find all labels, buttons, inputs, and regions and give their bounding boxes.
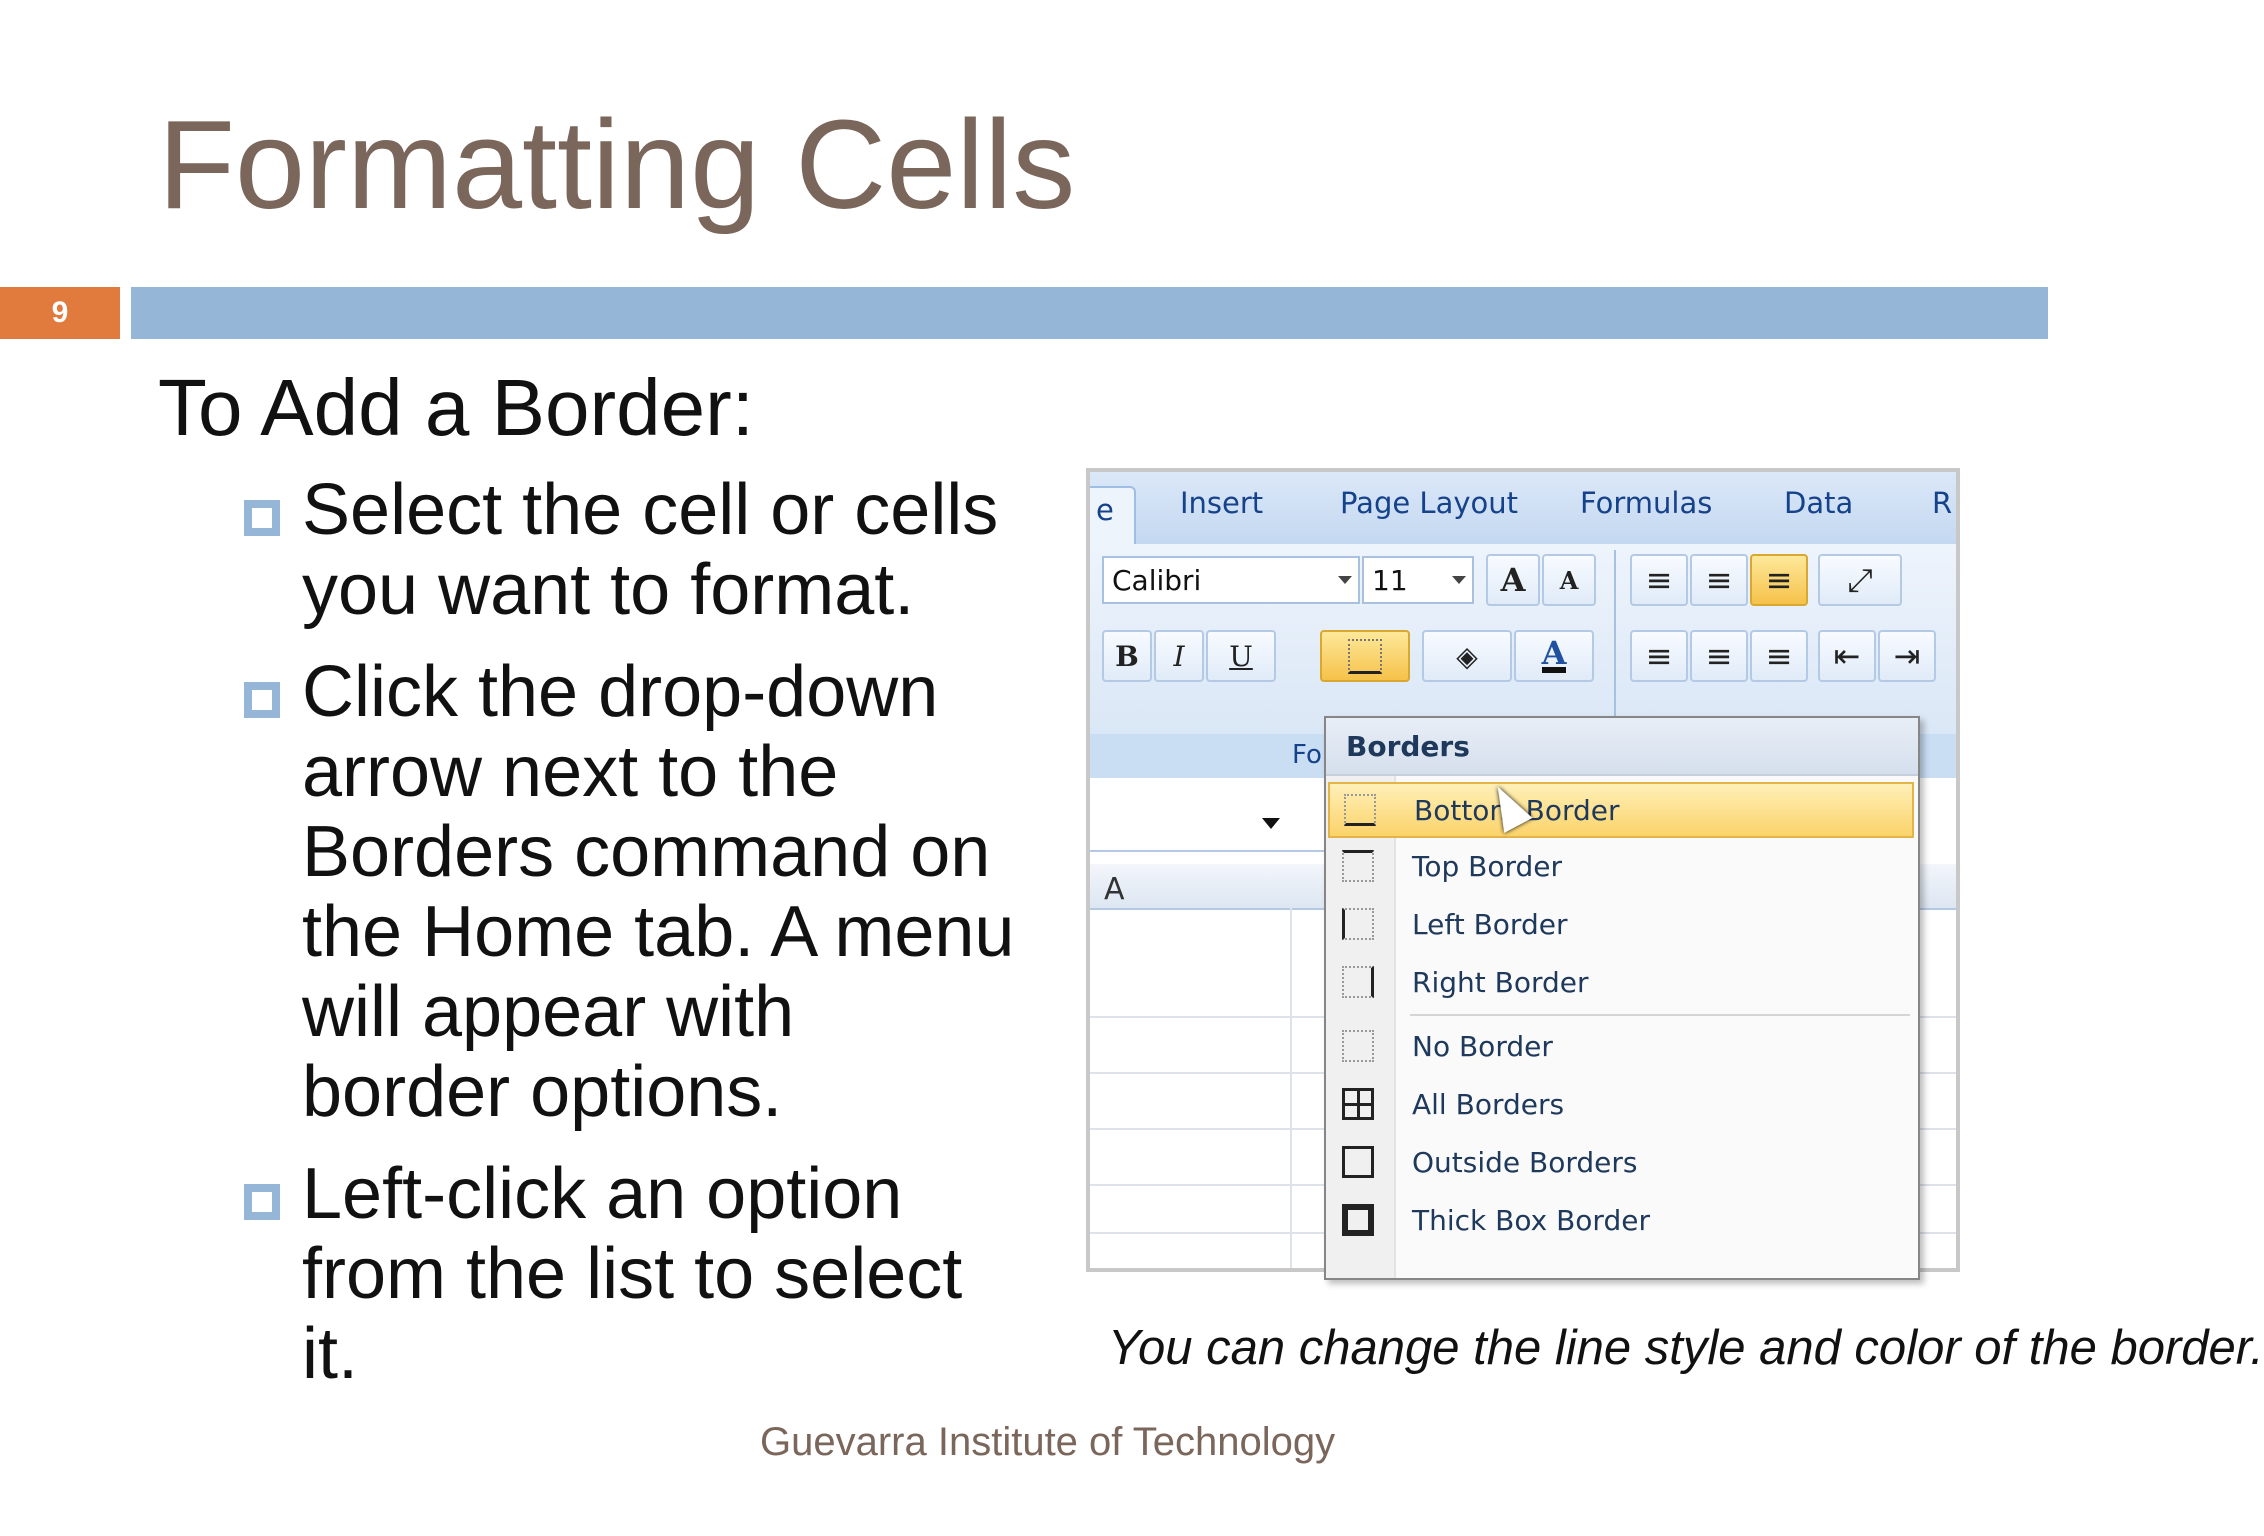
menu-item-all-borders[interactable] <box>1328 1078 1914 1134</box>
ribbon-body <box>1090 544 1956 734</box>
align-center-icon: ≡ <box>1705 637 1733 675</box>
bottom-border-icon <box>1344 794 1376 826</box>
decrease-indent-button[interactable] <box>1818 630 1876 682</box>
shrink-font-icon: A <box>1559 565 1579 595</box>
orientation-icon: ⤢ <box>1847 560 1873 599</box>
all-borders-icon <box>1342 1088 1374 1120</box>
menu-item-left-border[interactable] <box>1328 898 1914 954</box>
menu-item-right-border[interactable] <box>1328 956 1914 1012</box>
chevron-down-icon <box>1452 576 1466 584</box>
bullet-text: Click the drop-down arrow next to the Borders command on the Home tab. A menu will appear with border options. <box>302 652 1015 1132</box>
menu-item-label: Bottom Border <box>1414 794 1620 827</box>
font-name-value: Calibri <box>1112 564 1202 597</box>
menu-item-label: Thick Box Border <box>1412 1204 1650 1237</box>
menu-item-no-border[interactable] <box>1328 1020 1914 1076</box>
italic-icon: I <box>1173 639 1185 673</box>
title-rule <box>131 287 2048 339</box>
menu-item-label: Right Border <box>1412 966 1589 999</box>
square-bullet-icon <box>244 682 280 718</box>
borders-menu <box>1324 716 1920 1280</box>
paint-bucket-icon: ◈ <box>1456 639 1478 673</box>
top-border-icon <box>1342 850 1374 882</box>
increase-indent-button[interactable] <box>1878 630 1936 682</box>
bold-icon: B <box>1115 639 1139 673</box>
align-middle-button[interactable] <box>1690 554 1748 606</box>
align-right-button[interactable] <box>1750 630 1808 682</box>
bullet-list <box>242 470 1022 1416</box>
menu-item-top-border[interactable] <box>1328 840 1914 896</box>
slide-title: Formatting Cells <box>158 94 1076 235</box>
bullet-item <box>242 470 1022 630</box>
menu-item-label: All Borders <box>1412 1088 1565 1121</box>
tab-home[interactable]: e <box>1090 486 1136 544</box>
font-group-label: Fo <box>1292 740 1322 770</box>
font-color-icon: A <box>1541 634 1567 672</box>
align-left-icon: ≡ <box>1645 637 1673 675</box>
orientation-button[interactable] <box>1818 554 1902 606</box>
outside-borders-icon <box>1342 1146 1374 1178</box>
excel-screenshot <box>1086 468 1960 1272</box>
italic-button[interactable] <box>1154 630 1204 682</box>
group-separator <box>1614 550 1616 726</box>
borders-menu-title: Borders <box>1346 730 1470 763</box>
grow-font-icon: A <box>1500 561 1526 599</box>
increase-indent-icon: ⇥ <box>1893 637 1921 675</box>
menu-item-thick-box-border[interactable] <box>1328 1194 1914 1250</box>
menu-separator <box>1410 1014 1910 1016</box>
borders-dropdown-button[interactable] <box>1320 630 1410 682</box>
align-bottom-button[interactable] <box>1750 554 1808 606</box>
grow-font-button[interactable] <box>1486 554 1540 606</box>
menu-item-bottom-border[interactable] <box>1328 782 1914 838</box>
align-top-icon: ≡ <box>1645 561 1673 599</box>
right-border-icon <box>1342 966 1374 998</box>
tab-page-layout[interactable]: Page Layout <box>1340 486 1519 520</box>
menu-item-label: Outside Borders <box>1412 1146 1638 1179</box>
screenshot-caption: You can change the line style and color of the border. <box>1108 1321 2264 1375</box>
font-size-value: 11 <box>1372 564 1408 597</box>
grid-column-line <box>1290 908 1292 1268</box>
column-header-a[interactable]: A <box>1104 872 1125 907</box>
bullet-item <box>242 1154 1022 1394</box>
borders-menu-header <box>1326 718 1918 776</box>
bullet-text: Left-click an option from the list to select it. <box>302 1154 963 1394</box>
underline-button[interactable] <box>1206 630 1276 682</box>
chevron-down-icon[interactable] <box>1262 818 1280 829</box>
underline-icon: U <box>1229 639 1253 673</box>
font-size-combo[interactable] <box>1362 556 1474 604</box>
slide-footer: Guevarra Institute of Technology <box>760 1420 1336 1464</box>
square-bullet-icon <box>244 1184 280 1220</box>
square-bullet-icon <box>244 500 280 536</box>
borders-icon <box>1348 639 1382 674</box>
align-left-button[interactable] <box>1630 630 1688 682</box>
chevron-down-icon <box>1338 576 1352 584</box>
align-center-button[interactable] <box>1690 630 1748 682</box>
tab-formulas[interactable]: Formulas <box>1580 486 1713 520</box>
align-right-icon: ≡ <box>1765 637 1793 675</box>
fill-color-button[interactable] <box>1422 630 1512 682</box>
menu-item-label: No Border <box>1412 1030 1553 1063</box>
align-bottom-icon: ≡ <box>1765 561 1793 599</box>
align-middle-icon: ≡ <box>1705 561 1733 599</box>
bullet-item <box>242 652 1022 1132</box>
menu-item-label: Left Border <box>1412 908 1568 941</box>
tab-insert[interactable]: Insert <box>1180 486 1264 520</box>
font-color-button[interactable] <box>1514 630 1594 682</box>
ribbon-tab-strip <box>1090 472 1956 544</box>
menu-item-outside-borders[interactable] <box>1328 1136 1914 1192</box>
font-name-combo[interactable] <box>1102 556 1360 604</box>
tab-review[interactable]: R <box>1932 486 1953 520</box>
menu-item-label: Top Border <box>1412 850 1563 883</box>
bullet-text: Select the cell or cells you want to format. <box>302 470 999 630</box>
no-border-icon <box>1342 1030 1374 1062</box>
decrease-indent-icon: ⇤ <box>1833 637 1861 675</box>
shrink-font-button[interactable] <box>1542 554 1596 606</box>
section-heading: To Add a Border: <box>158 363 754 452</box>
bold-button[interactable] <box>1102 630 1152 682</box>
left-border-icon <box>1342 908 1374 940</box>
slide-number: 9 <box>0 287 120 339</box>
tab-data[interactable]: Data <box>1784 486 1854 520</box>
thick-box-border-icon <box>1342 1204 1374 1236</box>
align-top-button[interactable] <box>1630 554 1688 606</box>
